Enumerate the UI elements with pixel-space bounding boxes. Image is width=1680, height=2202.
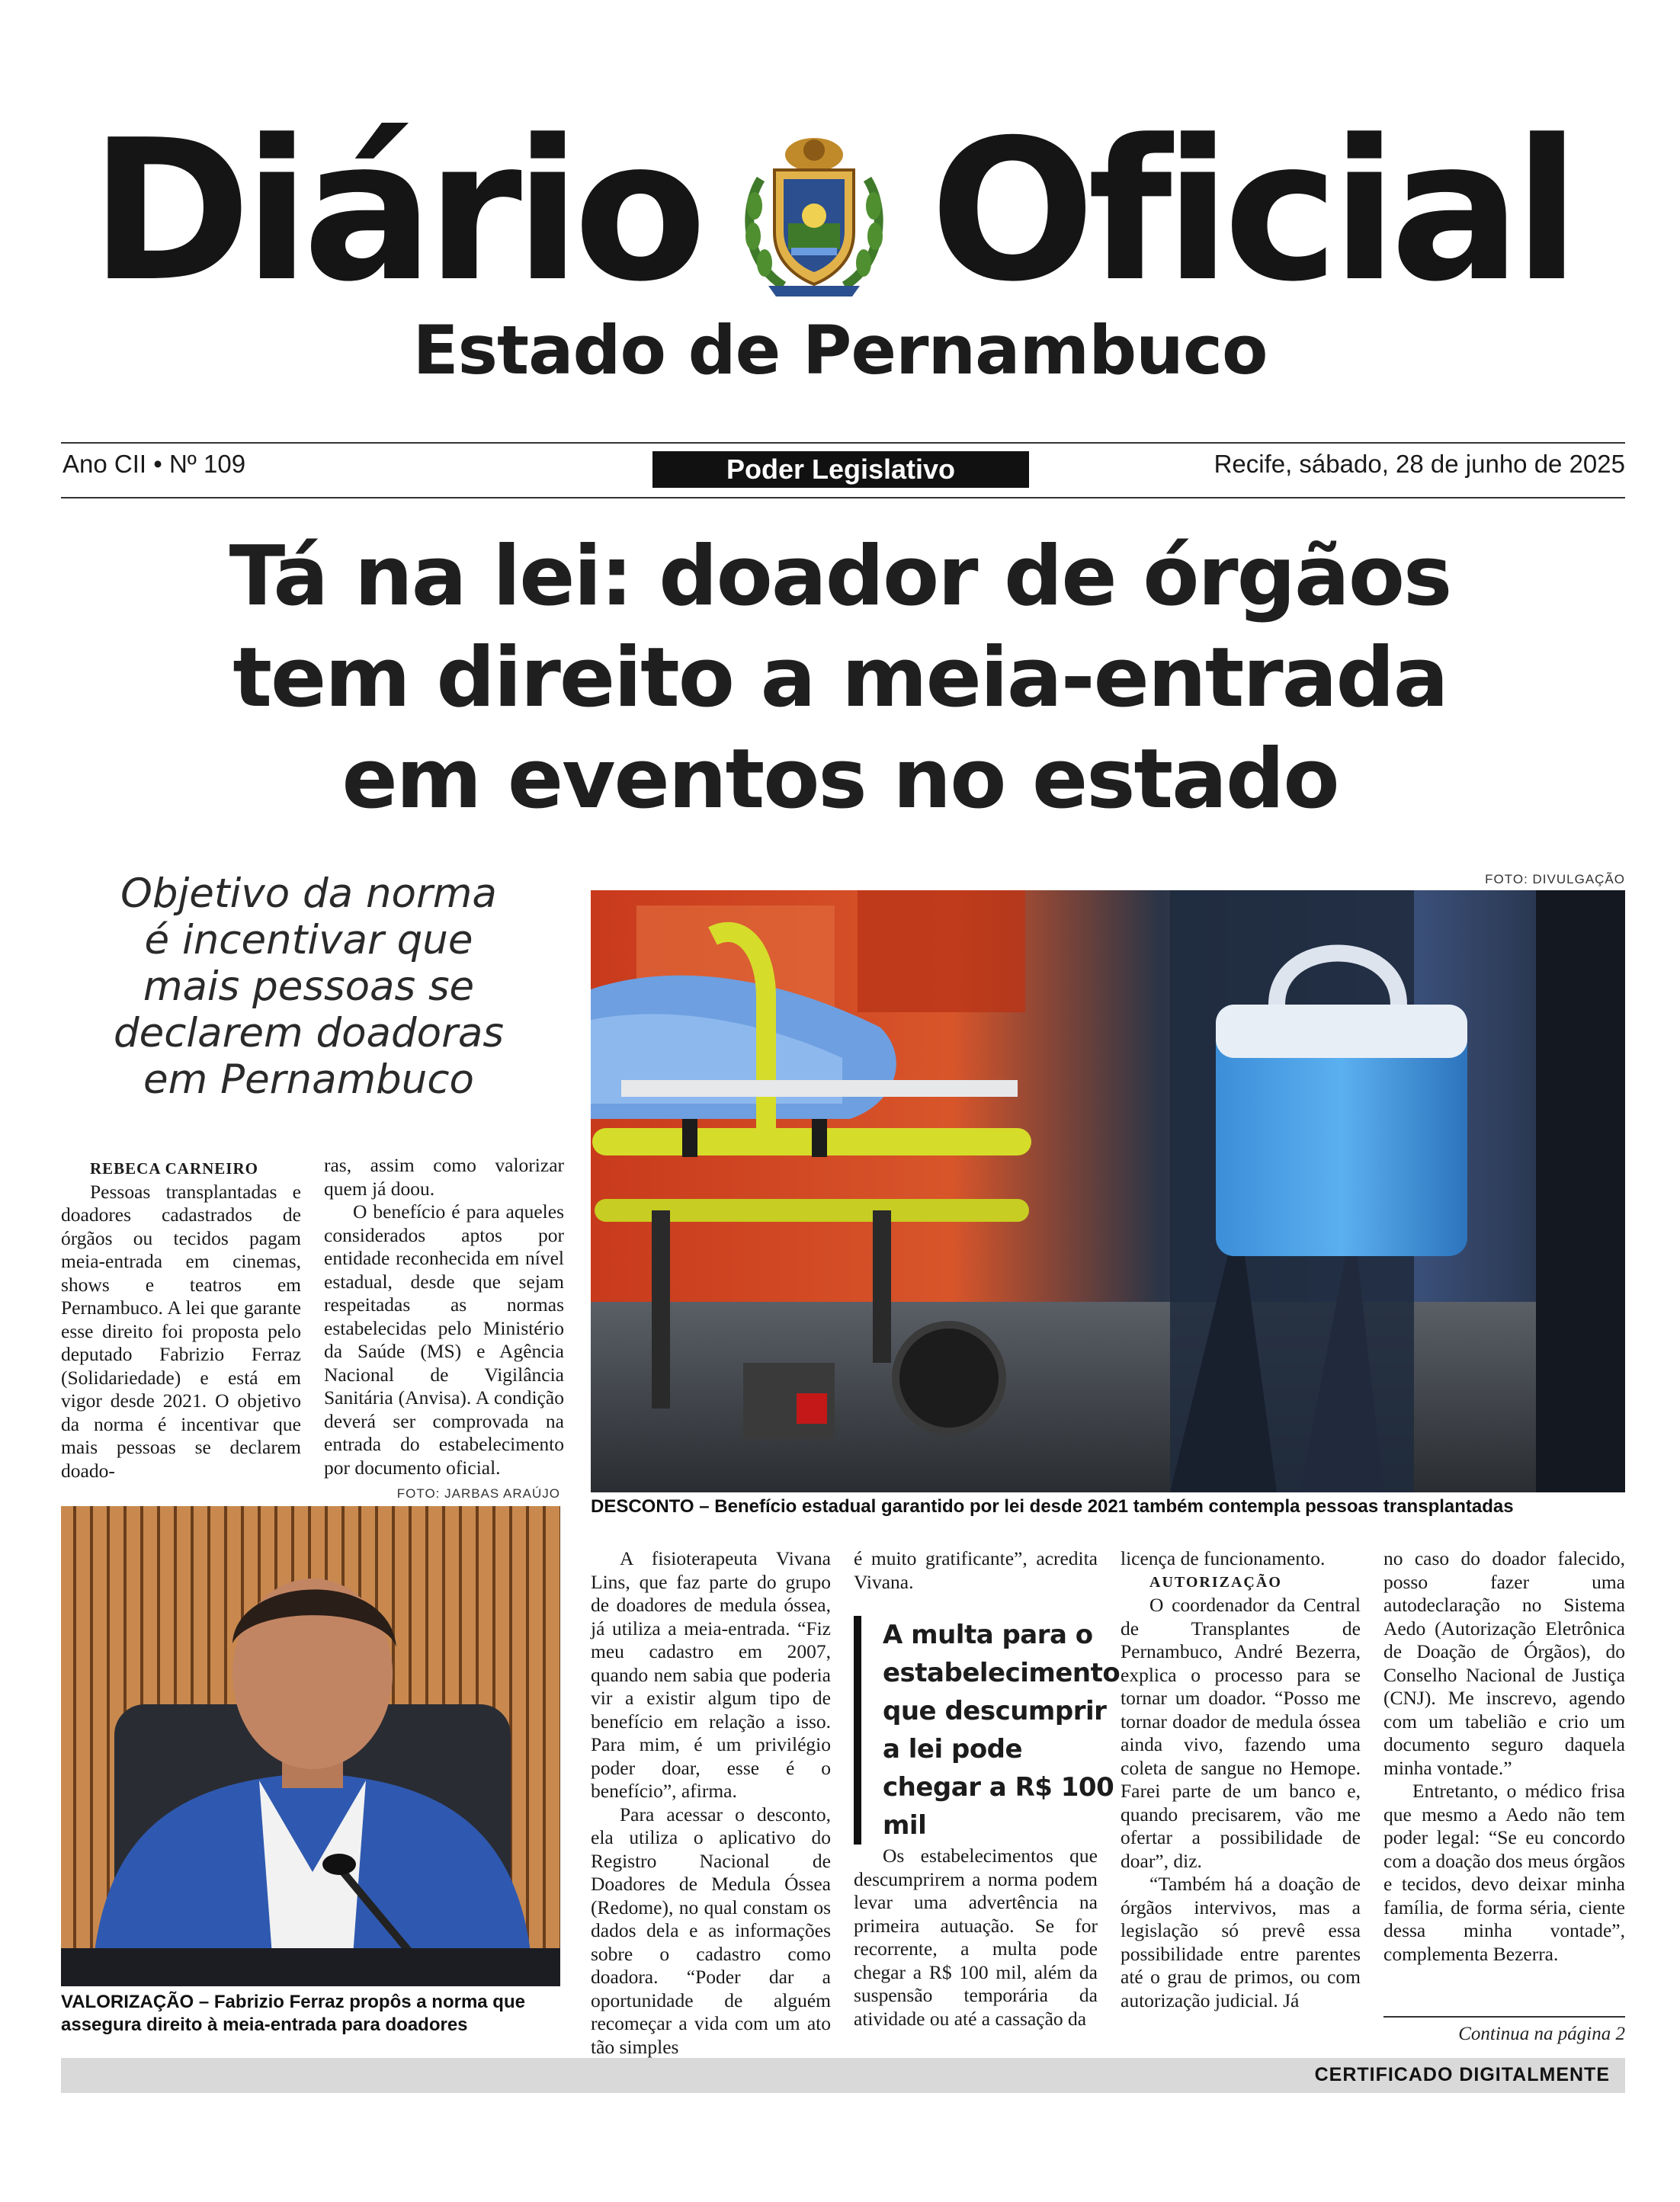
article-paragraph: no caso do doador falecido, posso fazer uma autodeclaração no Sistema Aedo (Autorização Eletrônica de Doação de Órgãos), do Conselho Nacional de Justiça (CNJ). Me inscrevo, agendo com um tabelião e crio um documento seguro daquela minha vontade.”	[1383, 1547, 1625, 1779]
article-paragraph: O benefício é para aqueles considerados aptos por entidade reconhecida em nível estadual, desde que sejam respeitadas as normas estabelecidas pelo Ministério da Saúde (MS) e Agência Nacional de Vigilância Sanitária (Anvisa). A condição deverá ser comprovada na entrada do estabelecimento por documento oficial.	[324, 1200, 564, 1479]
article-column-2	[324, 1154, 564, 1479]
deck-line: mais pessoas se	[143, 963, 475, 1010]
headline-line: Tá na lei: doador de órgãos	[229, 529, 1451, 624]
top-rule	[61, 442, 1625, 444]
deck-line: em Pernambuco	[143, 1056, 474, 1103]
deck-line: Objetivo da norma	[120, 870, 497, 917]
article-paragraph: é muito gratificante”, acredita Vivana.	[854, 1547, 1098, 1593]
secondary-photo-legislator	[61, 1506, 560, 1986]
article-paragraph: O coordenador da Central de Transplantes de Pernambuco, André Bezerra, explica o processo para se tornar um doador. “Posso me tornar doador de medula óssea ainda vivo, fazendo uma coleta de sangue no Hemope. Farei parte de um banco e, quando precisarem, vão me ofertar a possibilidade de doar”, diz.	[1121, 1594, 1361, 1872]
byline: REBECA CARNEIRO	[90, 1159, 258, 1178]
continued-on-page[interactable]: Continua na página 2	[1383, 2016, 1625, 2045]
article-paragraph: Pessoas transplantadas e doadores cadastrados de órgãos ou tecidos pagam meia-entrada em cinemas, shows e teatros em Pernambuco. A lei que garante esse direito foi proposta pelo deputado Fabrizio Ferraz (Solidariedade) e está em vigor desde 2021. O objetivo da norma é incentivar que mais pessoas se declarem doado-	[61, 1180, 301, 1482]
headline	[0, 526, 1680, 830]
article-paragraph: Os estabelecimentos que descumprirem a norma podem levar uma advertência na primeira autuação. Se for recorrente, a multa pode chegar a R$ 100 mil, além da suspensão temporária da atividade ou até a cassação da	[854, 1845, 1098, 2030]
section-label: Poder Legislativo	[652, 451, 1029, 488]
secondary-photo-credit: FOTO: JARBAS ARAÚJO	[396, 1486, 560, 1501]
secondary-photo-caption	[61, 1991, 564, 2037]
headline-line: em eventos no estado	[341, 732, 1339, 827]
deck-line: é incentivar que	[144, 917, 473, 963]
article-column-4a	[854, 1547, 1098, 1594]
article-column-1	[61, 1157, 301, 1482]
section-subhead: AUTORIZAÇÃO	[1149, 1573, 1282, 1591]
article-column-5	[1121, 1547, 1361, 2012]
article-paragraph: licença de funcionamento.	[1121, 1547, 1326, 1569]
main-photo-credit: FOTO: DIVULGAÇÃO	[1485, 872, 1625, 886]
pull-quote: A multa para o estabelecimento que descumprir a lei pode chegar a R$ 100 mil	[854, 1616, 1127, 1845]
dateline: Recife, sábado, 28 de junho de 2025	[1214, 450, 1625, 478]
footer-bar	[61, 2058, 1625, 2093]
deck	[61, 870, 556, 1103]
article-column-3	[591, 1547, 831, 2059]
bottom-rule	[61, 497, 1625, 498]
article-column-4b	[854, 1845, 1098, 2031]
masthead-subtitle: Estado de Pernambuco	[412, 311, 1268, 389]
edition-number: Ano CII • Nº 109	[63, 450, 246, 478]
article-paragraph: Para acessar o desconto, ela utiliza o aplicativo do Registro Nacional de Doadores de Medula Óssea (Redome), no qual constam os dados dela e as informações sobre o cadastro como doadora. “Poder dar a oportunidade de alguém recomeçar a vida com um ato tão simples	[591, 1803, 831, 2058]
main-photo-ambulance-stretcher	[591, 890, 1625, 1492]
headline-line: tem direito a meia-entrada	[232, 630, 1448, 726]
coat-of-arms-pernambuco-icon	[738, 133, 890, 300]
deck-line: declarem doadoras	[114, 1010, 504, 1056]
article-paragraph: A fisioterapeuta Vivana Lins, que faz parte do grupo de doadores de medula óssea, já utiliza a meia-entrada. “Fiz meu cadastro em 2007, quando nem sabia que poderia vir a existir algum tipo de benefício em relação a isso. Para mim, é um privilégio poder doar, esse é o benefício”, afirma.	[591, 1547, 831, 1802]
masthead-title-right: Oficial	[930, 98, 1573, 325]
secondary-caption-line: VALORIZAÇÃO – Fabrizio Ferraz propôs a norma que	[61, 1992, 525, 2012]
digital-certificate-label: CERTIFICADO DIGITALMENTE	[1314, 2064, 1610, 2085]
masthead-title-left: Diário	[90, 98, 700, 325]
secondary-caption-line: assegura direito à meia-entrada para doadores	[61, 2014, 468, 2035]
main-photo-caption: DESCONTO – Benefício estadual garantido por lei desde 2021 também contempla pessoas transplantadas	[591, 1496, 1514, 1517]
article-paragraph: Entretanto, o médico frisa que mesmo a Aedo não tem poder legal: “Se eu concordo com a doação dos meus órgãos e tecidos, devo deixar minha família, de forma séria, ciente dessa minha vontade”, complementa Bezerra.	[1383, 1780, 1625, 1965]
article-paragraph: ras, assim como valorizar quem já doou.	[324, 1154, 564, 1200]
article-column-6	[1383, 1547, 1625, 1966]
article-paragraph: “Também há a doação de órgãos intervivos, mas a legislação só prevê essa possibilidade entre parentes até o grau de primos, ou com autorização judicial. Já	[1121, 1873, 1361, 2011]
